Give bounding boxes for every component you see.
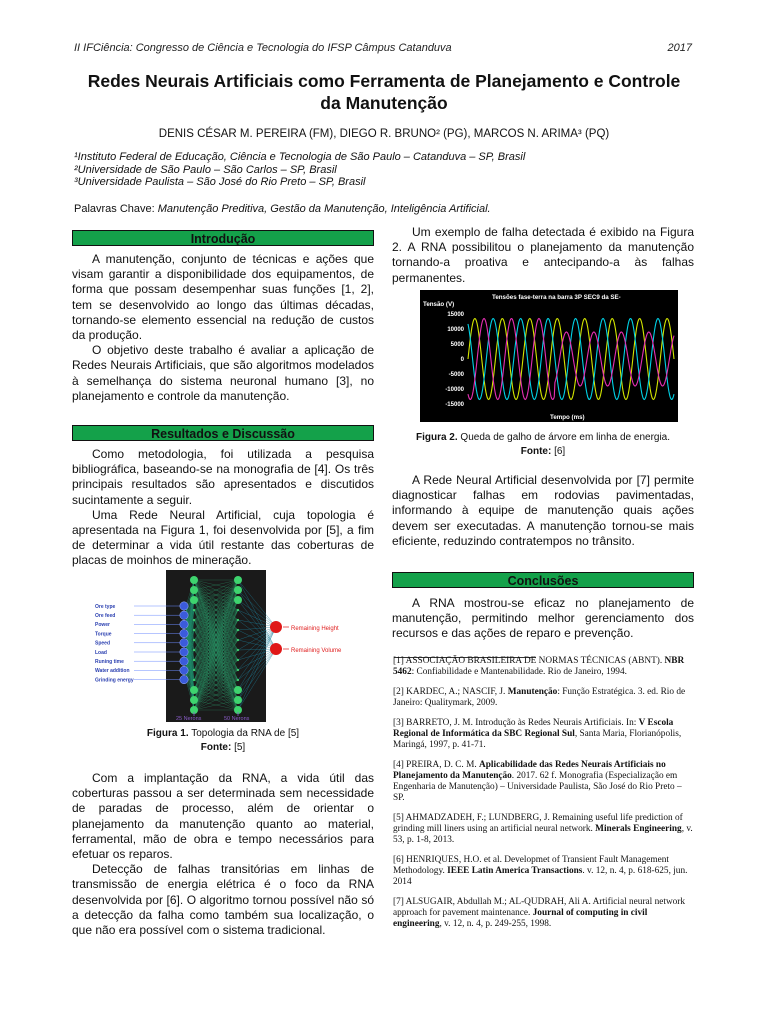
input-node: [180, 666, 188, 674]
y-tick-label: -5000: [448, 372, 464, 378]
hidden-node: [237, 619, 239, 621]
input-label: Ore type: [95, 603, 116, 610]
input-node: [180, 675, 188, 683]
hidden-node: [193, 639, 195, 641]
hidden-node: [193, 609, 195, 611]
input-node: [180, 620, 188, 628]
chart-ylabel: Tensão (V): [423, 301, 455, 308]
hidden-node: [190, 576, 198, 584]
y-tick-label: 5000: [450, 342, 464, 348]
input-node: [180, 648, 188, 656]
reference-5: [5] AHMADZADEH, F.; LUNDBERG, J. Remaining useful life prediction of grinding mill liners using an artificial neural network. Minerals Engineering, v. 53, p. 1-8, 2013.: [393, 813, 693, 845]
output-label: Remaining Height: [291, 626, 339, 632]
paragraph: Uma Rede Neural Artificial, cuja topologia é apresentada na Figura 1, foi desenvolvida por [5], a fim de determinar a vida útil restante das coberturas de placas de moinhos de mineração.: [72, 507, 374, 568]
hidden-node: [237, 669, 239, 671]
neural-network-diagram: [86, 570, 354, 722]
hidden-node: [234, 586, 242, 594]
section-heading-introducao: Introdução: [72, 230, 374, 246]
hidden-node: [193, 619, 195, 621]
results-text-continued: [72, 771, 374, 938]
right-col-text-1: [392, 225, 694, 286]
input-label: Grinding energy: [95, 677, 134, 684]
paragraph: Um exemplo de falha detectada é exibido na Figura 2. A RNA possibilitou o planejamento da manutenção tornando-a proativa e antecipando-a às falhas permanentes.: [392, 225, 694, 285]
references-list: [393, 656, 693, 939]
paper-title: [60, 70, 708, 114]
affiliation-1: ¹Instituto Federal de Educação, Ciência e Tecnologia de São Paulo – Catanduva – SP, Brasil: [74, 151, 526, 163]
y-tick-label: 0: [460, 357, 464, 363]
running-header-year: 2017: [667, 42, 692, 54]
right-col-text-2: [392, 473, 694, 549]
paragraph: A RNA mostrou-se eficaz no planejamento de manutenção, permitindo melhor gerenciamento dos recursos e das ações de reparo e prevenção.: [392, 596, 694, 641]
output-node: [270, 643, 282, 655]
input-node: [180, 629, 188, 637]
input-node: [180, 602, 188, 610]
figure-2-caption: [392, 431, 694, 459]
hidden-node: [237, 649, 239, 651]
figure-2-chart: [420, 290, 678, 422]
conclusions-text: [392, 596, 694, 642]
hidden-node: [193, 629, 195, 631]
affiliation-3: ³Universidade Paulista – São José do Rio Preto – SP, Brasil: [74, 176, 366, 188]
y-tick-label: -15000: [445, 402, 464, 408]
hidden-node: [237, 629, 239, 631]
input-label: Runing time: [95, 659, 124, 665]
y-tick-label: 10000: [447, 327, 464, 333]
source-label: Fonte:: [200, 742, 232, 753]
source-text: [6]: [551, 446, 566, 457]
hidden-node: [234, 596, 242, 604]
paragraph: O objetivo deste trabalho é avaliar a aplicação de Redes Neurais Artificiais, que são algoritmos modelados à semelhança do sistema neuronal humano [3], no planejamento e controle da manutenção.: [72, 343, 374, 403]
hidden-node: [234, 696, 242, 704]
intro-text: [72, 252, 374, 404]
paragraph: Com a implantação da RNA, a vida útil das coberturas passou a ser determinada sem necessidade de paradas de processo, além de orientar o planejamento da manutenção quanto ao material, ferramental, mão de obra e tempo necessários para efetuar os reparos.: [72, 771, 374, 862]
caption-text: Topologia da RNA de [5]: [188, 728, 300, 739]
keywords-label: Palavras Chave:: [74, 203, 158, 215]
figure-1-caption: [72, 727, 374, 755]
keywords: [74, 203, 491, 215]
caption-label: Figura 2.: [415, 432, 458, 443]
hidden-node: [193, 659, 195, 661]
hidden-node: [190, 586, 198, 594]
reference-2: [2] KARDEC, A.; NASCIF, J. Manutenção: Função Estratégica. 3. ed. Rio de Janeiro: Qualitymark, 2009.: [393, 687, 686, 708]
hidden-node: [193, 669, 195, 671]
source-label: Fonte:: [520, 446, 552, 457]
paragraph: Como metodologia, foi utilizada a pesquisa bibliográfica, baseando-se na monografia de [4]. Os três principais resultados são apresentados e discutidos sucintamente a seguir.: [72, 447, 374, 507]
output-label: Remaining Volume: [291, 648, 342, 654]
title-line-2: da Manutenção: [320, 93, 448, 113]
hidden-node: [190, 596, 198, 604]
y-tick-label: 15000: [447, 312, 464, 318]
hidden-node: [237, 609, 239, 611]
source-text: [5]: [231, 742, 246, 753]
layer-2-label: 50 Nerons: [224, 716, 250, 722]
section-heading-conclusoes: Conclusões: [392, 572, 694, 588]
input-label: Load: [95, 649, 107, 656]
caption-label: Figura 1.: [146, 728, 189, 739]
results-text: [72, 447, 374, 569]
hidden-node: [234, 686, 242, 694]
input-label: Water addition: [95, 668, 130, 675]
hidden-node: [234, 576, 242, 584]
affiliation-2: ²Universidade de São Paulo – São Carlos – SP, Brasil: [74, 163, 337, 176]
hidden-node: [190, 696, 198, 704]
caption-text: Queda de galho de árvore em linha de energia.: [457, 432, 671, 443]
input-node: [180, 657, 188, 665]
reference-7: [7] ALSUGAIR, Abdullah M.; AL-QUDRAH, Ali A. Artificial neural network approach for pavement maintenance. Journal of computing in civil engineering, v. 12, n. 4, p. 249-255, 1998.: [393, 897, 686, 929]
section-heading-resultados: Resultados e Discussão: [72, 425, 374, 441]
hidden-node: [237, 679, 239, 681]
paragraph: A manutenção, conjunto de técnicas e ações que visam garantir a disponibilidade dos equipamentos, de forma que possam desempenhar suas funções [1, 2], tem se desenvolvido ao longo das últimas décadas, tornando-se elemento essencial na redução de custos da produção.: [72, 252, 374, 343]
hidden-node: [237, 659, 239, 661]
input-label: Ore feed: [95, 613, 116, 619]
input-label: Power: [95, 622, 111, 629]
layer-1-label: 25 Nerons: [176, 716, 202, 722]
input-node: [180, 639, 188, 647]
hidden-node: [190, 686, 198, 694]
chart-title: Tensões fase-terra na barra 3P SEC9 da SE-: [492, 294, 621, 301]
input-label: Torque: [95, 631, 112, 638]
input-node: [180, 611, 188, 619]
title-line-1: Redes Neurais Artificiais como Ferramenta de Planejamento e Controle: [87, 71, 681, 91]
voltage-chart: [420, 290, 678, 422]
chart-xlabel: Tempo (ms): [550, 414, 585, 421]
input-label: Speed: [95, 640, 111, 647]
reference-1: [1] ASSOCIAÇÃO BRASILEIRA DE NORMAS TÉCNICAS (ABNT). NBR 5462: Confiabilidade e Mantenabilidade. Rio de Janeiro, 1994.: [393, 656, 685, 677]
authors: DENIS CÉSAR M. PEREIRA (FM), DIEGO R. BRUNO² (PG), MARCOS N. ARIMA³ (PQ): [158, 128, 610, 140]
reference-4: [4] PREIRA, D. C. M. Aplicabilidade das Redes Neurais Artificiais no Planejamento da Manutenção. 2017. 62 f. Monografia (Especialização em Engenharia de Manutenção) – Universidade Paulista, São José do Rio Preto – SP.: [393, 760, 682, 803]
reference-6: [6] HENRIQUES, H.O. et al. Developmet of Transient Fault Management Methodology. IEEE Latin America Transactions. v. 12, n. 4, p. 618-625, jun. 2014: [393, 855, 688, 887]
paragraph: A Rede Neural Artificial desenvolvida por [7] permite diagnosticar falhas em rodovias pavimentadas, informando à equipe de manutenção quais ações devem ser executadas. A manutenção tornou-se mais eficiente, reduzindo contratempos no trânsito.: [392, 473, 694, 548]
figure-1-image: [86, 570, 354, 722]
keywords-text: Manutenção Preditiva, Gestão da Manutenção, Inteligência Artificial.: [157, 203, 491, 215]
hidden-node: [237, 639, 239, 641]
output-node: [270, 621, 282, 633]
paragraph: Detecção de falhas transitórias em linhas de transmissão de energia elétrica é o foco da RNA desenvolvida por [6]. O algoritmo tornou possível não só a detecção da falha como também sua localização, o que não era possível com o sistema tradicional.: [72, 862, 374, 938]
hidden-node: [193, 649, 195, 651]
running-header: II IFCiência: Congresso de Ciência e Tecnologia do IFSP Câmpus Catanduva: [74, 42, 452, 54]
affiliations: [74, 151, 525, 189]
hidden-node: [193, 679, 195, 681]
y-tick-label: -10000: [445, 387, 464, 393]
reference-3: [3] BARRETO, J. M. Introdução às Redes Neurais Artificiais. In: V Escola Regional de Informática da SBC Regional Sul, Santa Maria, Florianópolis, Maringá, 1997, p. 41-71.: [393, 718, 682, 750]
